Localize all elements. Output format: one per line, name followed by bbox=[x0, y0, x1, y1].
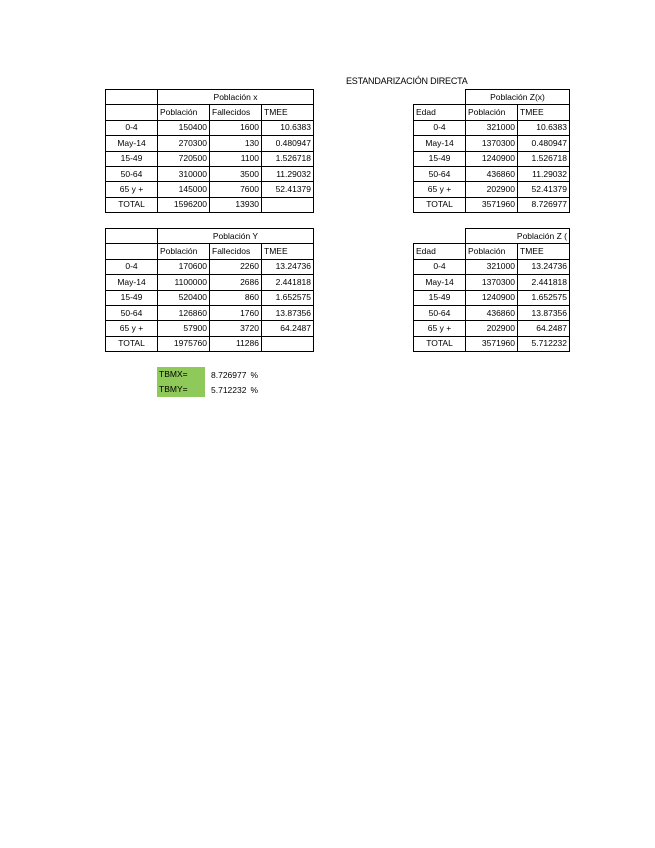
table-poblacion-zy bbox=[413, 228, 570, 352]
table-row bbox=[106, 136, 314, 151]
pop-cell: 145000 bbox=[158, 182, 210, 197]
age-cell: 50-64 bbox=[106, 305, 158, 320]
age-cell: TOTAL bbox=[414, 336, 466, 351]
tmee-cell: 64.2487 bbox=[518, 321, 570, 336]
table-poblacion-zx bbox=[413, 89, 570, 213]
col-header: Edad bbox=[414, 244, 466, 259]
summary-tbmy bbox=[157, 382, 258, 397]
table-row bbox=[106, 275, 314, 290]
table-row bbox=[414, 182, 570, 197]
corner-cell bbox=[106, 90, 158, 105]
tmee-cell: 5.712232 bbox=[518, 336, 570, 351]
tmee-cell: 1.652575 bbox=[518, 290, 570, 305]
corner-cell bbox=[106, 105, 158, 120]
tmee-cell: 2.441818 bbox=[518, 275, 570, 290]
age-cell: 15-49 bbox=[414, 151, 466, 166]
age-cell: TOTAL bbox=[106, 336, 158, 351]
age-cell: 0-4 bbox=[414, 259, 466, 274]
col-header: Población bbox=[158, 244, 210, 259]
tmee-cell: 52.41379 bbox=[518, 182, 570, 197]
corner-cell bbox=[106, 229, 158, 244]
table-poblacion-x bbox=[105, 89, 314, 213]
deaths-cell: 3500 bbox=[210, 166, 262, 181]
age-cell: 15-49 bbox=[414, 290, 466, 305]
deaths-cell: 7600 bbox=[210, 182, 262, 197]
tbmx-value: 8.726977 bbox=[211, 369, 247, 380]
table-row bbox=[414, 290, 570, 305]
table-row bbox=[106, 182, 314, 197]
deaths-cell: 13930 bbox=[210, 197, 262, 212]
age-cell: 15-49 bbox=[106, 151, 158, 166]
table-row bbox=[106, 321, 314, 336]
deaths-cell: 3720 bbox=[210, 321, 262, 336]
age-cell: 0-4 bbox=[106, 259, 158, 274]
table-row bbox=[414, 305, 570, 320]
age-cell: 0-4 bbox=[414, 120, 466, 135]
table-row bbox=[106, 120, 314, 135]
pop-cell: 520400 bbox=[158, 290, 210, 305]
corner-cell bbox=[106, 244, 158, 259]
tbmy-unit: % bbox=[250, 384, 259, 395]
age-cell: 65 y + bbox=[414, 321, 466, 336]
age-cell: TOTAL bbox=[106, 197, 158, 212]
age-cell: 65 y + bbox=[414, 182, 466, 197]
pop-cell: 1240900 bbox=[466, 151, 518, 166]
tmee-cell bbox=[262, 197, 314, 212]
pop-cell: 202900 bbox=[466, 182, 518, 197]
blank-cell bbox=[414, 229, 466, 244]
table-row bbox=[106, 305, 314, 320]
pop-cell: 202900 bbox=[466, 321, 518, 336]
pop-cell: 1240900 bbox=[466, 290, 518, 305]
table-row bbox=[414, 151, 570, 166]
age-cell: TOTAL bbox=[414, 197, 466, 212]
pop-cell: 1370300 bbox=[466, 275, 518, 290]
pop-cell: 436860 bbox=[466, 166, 518, 181]
group-header: Población Y bbox=[158, 229, 314, 244]
tmee-cell bbox=[262, 336, 314, 351]
age-cell: May-14 bbox=[106, 136, 158, 151]
tmee-cell: 1.526718 bbox=[518, 151, 570, 166]
col-header: Población bbox=[158, 105, 210, 120]
pop-cell: 720500 bbox=[158, 151, 210, 166]
table-row bbox=[414, 275, 570, 290]
pop-cell: 1975760 bbox=[158, 336, 210, 351]
tmee-cell: 11.29032 bbox=[518, 166, 570, 181]
blank-cell bbox=[414, 90, 466, 105]
tmee-cell: 52.41379 bbox=[262, 182, 314, 197]
tmee-cell: 0.480947 bbox=[518, 136, 570, 151]
table-row bbox=[106, 290, 314, 305]
tmee-cell: 1.526718 bbox=[262, 151, 314, 166]
tmee-cell: 11.29032 bbox=[262, 166, 314, 181]
col-header: Población bbox=[466, 244, 518, 259]
pop-cell: 436860 bbox=[466, 305, 518, 320]
group-header: Población Z(x) bbox=[466, 90, 570, 105]
tmee-cell: 13.87356 bbox=[518, 305, 570, 320]
pop-cell: 321000 bbox=[466, 120, 518, 135]
table-row bbox=[414, 336, 570, 351]
table-row bbox=[106, 166, 314, 181]
pop-cell: 3571960 bbox=[466, 197, 518, 212]
tmee-cell: 13.24736 bbox=[518, 259, 570, 274]
deaths-cell: 11286 bbox=[210, 336, 262, 351]
deaths-cell: 1600 bbox=[210, 120, 262, 135]
table-row bbox=[106, 197, 314, 212]
deaths-cell: 1100 bbox=[210, 151, 262, 166]
table-row bbox=[414, 136, 570, 151]
deaths-cell: 2260 bbox=[210, 259, 262, 274]
col-header: Fallecidos bbox=[210, 244, 262, 259]
group-header: Población x bbox=[158, 90, 314, 105]
deaths-cell: 1760 bbox=[210, 305, 262, 320]
col-header: TMEE bbox=[262, 105, 314, 120]
tmee-cell: 13.87356 bbox=[262, 305, 314, 320]
col-header: TMEE bbox=[518, 244, 570, 259]
age-cell: 15-49 bbox=[106, 290, 158, 305]
age-cell: 50-64 bbox=[414, 166, 466, 181]
age-cell: 65 y + bbox=[106, 182, 158, 197]
age-cell: May-14 bbox=[106, 275, 158, 290]
col-header: Fallecidos bbox=[210, 105, 262, 120]
pop-cell: 126860 bbox=[158, 305, 210, 320]
col-header: Población bbox=[466, 105, 518, 120]
tmee-cell: 13.24736 bbox=[262, 259, 314, 274]
tmee-cell: 0.480947 bbox=[262, 136, 314, 151]
summary-tbmx bbox=[157, 367, 258, 382]
pop-cell: 150400 bbox=[158, 120, 210, 135]
deaths-cell: 2686 bbox=[210, 275, 262, 290]
group-header: Población Z ( bbox=[466, 229, 570, 244]
tmee-cell: 1.652575 bbox=[262, 290, 314, 305]
pop-cell: 270300 bbox=[158, 136, 210, 151]
pop-cell: 310000 bbox=[158, 166, 210, 181]
pop-cell: 1100000 bbox=[158, 275, 210, 290]
age-cell: 50-64 bbox=[414, 305, 466, 320]
deaths-cell: 860 bbox=[210, 290, 262, 305]
tbmx-unit: % bbox=[250, 369, 259, 380]
tmee-cell: 10.6383 bbox=[262, 120, 314, 135]
tmee-cell: 2.441818 bbox=[262, 275, 314, 290]
tbmy-value: 5.712232 bbox=[211, 384, 247, 395]
col-header: TMEE bbox=[518, 105, 570, 120]
pop-cell: 321000 bbox=[466, 259, 518, 274]
age-cell: May-14 bbox=[414, 136, 466, 151]
table-row bbox=[414, 166, 570, 181]
col-header: Edad bbox=[414, 105, 466, 120]
tmee-cell: 64.2487 bbox=[262, 321, 314, 336]
tmee-cell: 8.726977 bbox=[518, 197, 570, 212]
age-cell: 65 y + bbox=[106, 321, 158, 336]
tbmy-label: TBMY= bbox=[157, 382, 205, 397]
page-title: ESTANDARIZACIÓN DIRECTA bbox=[346, 76, 468, 86]
table-row bbox=[414, 197, 570, 212]
pop-cell: 1370300 bbox=[466, 136, 518, 151]
table-row bbox=[106, 259, 314, 274]
tbmx-label: TBMX= bbox=[157, 367, 205, 382]
table-poblacion-y bbox=[105, 228, 314, 352]
pop-cell: 3571960 bbox=[466, 336, 518, 351]
col-header: TMEE bbox=[262, 244, 314, 259]
age-cell: May-14 bbox=[414, 275, 466, 290]
deaths-cell: 130 bbox=[210, 136, 262, 151]
table-row bbox=[106, 336, 314, 351]
table-row bbox=[414, 259, 570, 274]
table-row bbox=[414, 120, 570, 135]
age-cell: 50-64 bbox=[106, 166, 158, 181]
pop-cell: 170600 bbox=[158, 259, 210, 274]
table-row bbox=[414, 321, 570, 336]
tmee-cell: 10.6383 bbox=[518, 120, 570, 135]
table-row bbox=[106, 151, 314, 166]
age-cell: 0-4 bbox=[106, 120, 158, 135]
pop-cell: 1596200 bbox=[158, 197, 210, 212]
pop-cell: 57900 bbox=[158, 321, 210, 336]
